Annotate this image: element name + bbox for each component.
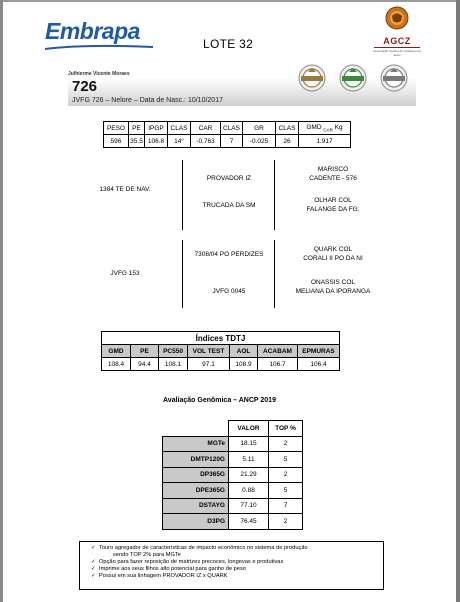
header-cell: PESO [104, 122, 129, 135]
note-text-continued: sendo TOP 2% para MGTe [113, 552, 181, 558]
genomic-section-title: Avaliação Genômica – ANCP 2019 [163, 397, 276, 404]
value-cell: 97.1 [188, 358, 230, 371]
owner-name: Julhierme Vicente Moraes [68, 71, 130, 77]
trait-top: 7 [269, 498, 303, 514]
note-item: ✓ Possui em sua linhagem PROVADOR IZ x QUARK [91, 573, 379, 580]
header-cell: CLAS [168, 122, 191, 135]
value-cell: -0.025 [243, 135, 276, 148]
pedigree-divider [274, 160, 275, 230]
value-cell: 106.8 [145, 135, 168, 148]
embrapa-logo-text: Embrapa [45, 18, 140, 44]
pedigree-sire-sire: PROVADOR IZ [206, 175, 252, 182]
header-cell: GMD [102, 345, 131, 358]
trait-value: 0.88 [229, 483, 269, 499]
pedigree-dam-dam: JVFG 0045 [212, 288, 246, 295]
trait-label: DSTAYG [163, 498, 229, 514]
genomic-table [162, 420, 303, 530]
indices-table [101, 331, 340, 371]
trait-label: DMTP120G [163, 452, 229, 468]
page-border-top [0, 0, 460, 2]
pedigree-dd-sire: ONASSIS COL [310, 279, 356, 286]
header-cell-top: TOP % [269, 421, 303, 437]
pedigree-divider [274, 240, 275, 308]
trait-label: D3PG [163, 514, 229, 530]
header-cell: EPMURAS [298, 345, 340, 358]
value-cell: -0.763 [191, 135, 221, 148]
genomic-row [163, 498, 303, 514]
value-cell: 35.5 [129, 135, 145, 148]
header-cell: VOL TEST [188, 345, 230, 358]
agcz-divider [374, 47, 420, 48]
indices-title-row [102, 332, 340, 345]
indices-header-row [102, 345, 340, 358]
value-cell: 7 [221, 135, 243, 148]
value-cell: 108.9 [230, 358, 258, 371]
pedigree-dam: JVFG 153 [110, 270, 140, 277]
pedigree-ss-dam: CADENTE - 576 [309, 175, 357, 182]
trait-label: DP365G [163, 467, 229, 483]
header-cell: IPGP [145, 122, 168, 135]
header-cell: CLAS [276, 122, 299, 135]
genomic-award-seal-icon [380, 64, 408, 92]
header-cell: AOL [230, 345, 258, 358]
note-item: ✓ Imprime aos seus filhos alto potencial para ganho de peso [91, 566, 379, 573]
trait-value: 21.29 [229, 467, 269, 483]
header-cell: GR [243, 122, 276, 135]
header-cell-value: VALOR [229, 421, 269, 437]
agcz-logo-subtitle: Associação Goiana de Criadores de Zebu [372, 49, 422, 57]
animal-description: JVFG 726 – Nelore – Data de Nasc.: 10/10/2017 [72, 97, 223, 104]
trait-top: 2 [269, 436, 303, 452]
lot-title: LOTE 32 [203, 37, 254, 51]
value-cell: 108.4 [102, 358, 131, 371]
header-cell: CLAS [221, 122, 243, 135]
trait-label: DPE365G [163, 483, 229, 499]
pedigree-divider [182, 240, 183, 308]
note-text: Touro agregador de características de impacto econômico no sistema de produção [99, 545, 308, 551]
agcz-logo-text: AGCZ [383, 36, 411, 46]
trait-top: 2 [269, 514, 303, 530]
performance-table [103, 121, 351, 148]
value-cell: 26 [276, 135, 299, 148]
value-cell: 596 [104, 135, 129, 148]
pedigree-ds-sire: QUARK COL [313, 246, 353, 253]
trait-value: 76.45 [229, 514, 269, 530]
genomic-row [163, 436, 303, 452]
gmd-unit: Kg [334, 123, 343, 131]
performance-value-row [104, 135, 351, 148]
notes-box [79, 541, 384, 590]
genomic-header-row [163, 421, 303, 437]
notes-list [91, 545, 379, 580]
value-cell: 1.917 [299, 135, 351, 148]
agcz-logo [372, 6, 422, 57]
note-item [91, 545, 379, 559]
header-cell: CAR [191, 122, 221, 135]
genomic-row [163, 467, 303, 483]
trait-value: 77.10 [229, 498, 269, 514]
genomic-award-seal-icon [298, 64, 326, 92]
pedigree-ds-dam: CORALI II PO DA NI [303, 255, 363, 262]
value-cell: 106.4 [298, 358, 340, 371]
header-cell: ACABAM [258, 345, 298, 358]
value-cell: 106.7 [258, 358, 298, 371]
header-cell: PC550 [159, 345, 188, 358]
trait-top: 5 [269, 483, 303, 499]
indices-title: Índices TDTJ [102, 332, 340, 345]
animal-number: 726 [72, 78, 98, 95]
genomic-award-seal-icon [339, 64, 367, 92]
pedigree-ss-sire: MARISCO [317, 166, 349, 173]
header-spacer [163, 421, 229, 437]
page-border-right [456, 0, 460, 602]
pedigree-sd-dam: FALANGE DA FG. [306, 206, 360, 213]
note-item: ✓ Opção para fazer reposição de matrizes precoces, longevas e produtivas [91, 559, 379, 566]
pedigree-sire-dam: TRUCADA DA SM [202, 202, 256, 209]
trait-top: 5 [269, 452, 303, 468]
trait-top: 2 [269, 467, 303, 483]
value-cell: 14° [168, 135, 191, 148]
embrapa-swoosh-icon [45, 44, 153, 50]
header-cell: PE [129, 122, 145, 135]
gmd-subscript: CAR [323, 127, 333, 133]
pedigree-sd-sire: OLHAR COL [314, 197, 352, 204]
gmd-label: GMD [306, 123, 322, 131]
genomic-row [163, 483, 303, 499]
genomic-row [163, 514, 303, 530]
value-cell: 94.4 [131, 358, 159, 371]
trait-value: 18.15 [229, 436, 269, 452]
trait-label: MGTe [163, 436, 229, 452]
pedigree-dam-sire: 7308/04 PO PERDIZES [194, 251, 264, 258]
pedigree-divider [182, 160, 183, 230]
genomic-row [163, 452, 303, 468]
header-cell-gmd [299, 122, 351, 135]
performance-header-row [104, 122, 351, 135]
zebu-emblem-icon [385, 6, 409, 30]
page-border-left [0, 0, 3, 602]
value-cell: 108.1 [159, 358, 188, 371]
pedigree-sire: 1384 TE DE NAV. [99, 186, 151, 193]
embrapa-logo [45, 18, 157, 48]
header-cell: PE [131, 345, 159, 358]
pedigree-dd-dam: MELIANA DA IPORANGA [295, 288, 371, 295]
trait-value: 5.11 [229, 452, 269, 468]
indices-value-row [102, 358, 340, 371]
